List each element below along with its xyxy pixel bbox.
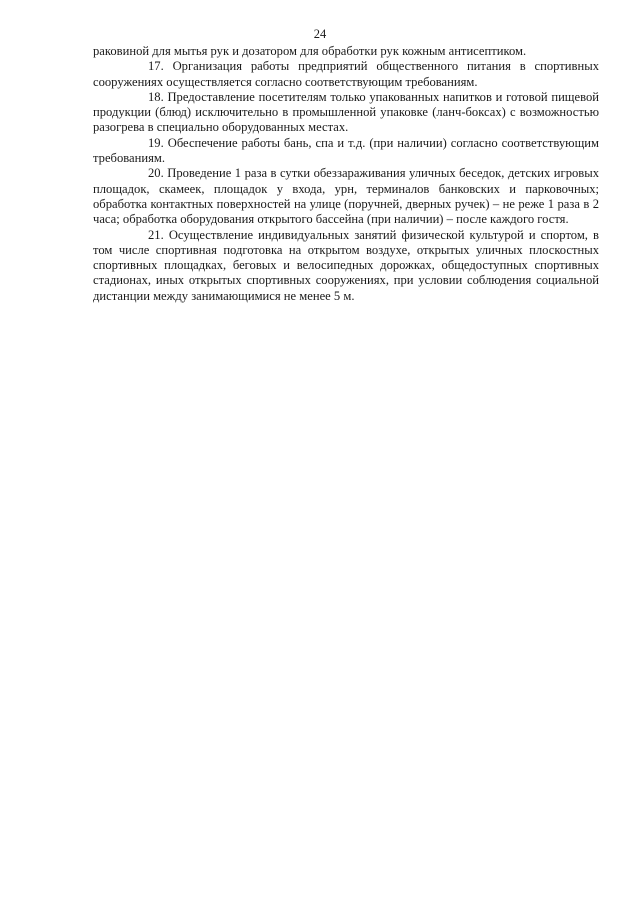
paragraph-item-21: 21. Осуществление индивидуальных занятий физической культурой и спортом, в том числе спортивная подготовка на открытом воздухе, открытых уличных плоскостных спортивных площадках, беговых и велосипедных дорожках, общедоступных спортивных стадионах, иных открытых спортивных сооружениях, при условии соблюдения социальной дистанции между занимающимися не менее 5 м.: [93, 227, 599, 303]
document-body: [93, 44, 599, 304]
paragraph-item-19: 19. Обеспечение работы бань, спа и т.д. (при наличии) согласно соответствующим требованиям.: [93, 135, 599, 166]
paragraph-item-18: 18. Предоставление посетителям только упакованных напитков и готовой пищевой продукции (блюд) исключительно в промышленной упаковке (ланч-боксах) с возможностью разогрева в специально оборудованных местах.: [93, 89, 599, 135]
paragraph-item-20: 20. Проведение 1 раза в сутки обеззараживания уличных беседок, детских игровых площадок, скамеек, площадок у входа, урн, терминалов банковских и парковочных; обработка контактных поверхностей на улице (поручней, дверных ручек) – не реже 1 раза в 2 часа; обработка оборудования открытого бассейна (при наличии) – после каждого гостя.: [93, 166, 599, 227]
page-number: 24: [313, 27, 327, 41]
paragraph-item-17: 17. Организация работы предприятий общественного питания в спортивных сооружениях осуществляется согласно соответствующим требованиям.: [93, 59, 599, 89]
paragraph-continuation: раковиной для мытья рук и дозатором для обработки рук кожным антисептиком.: [93, 44, 527, 58]
